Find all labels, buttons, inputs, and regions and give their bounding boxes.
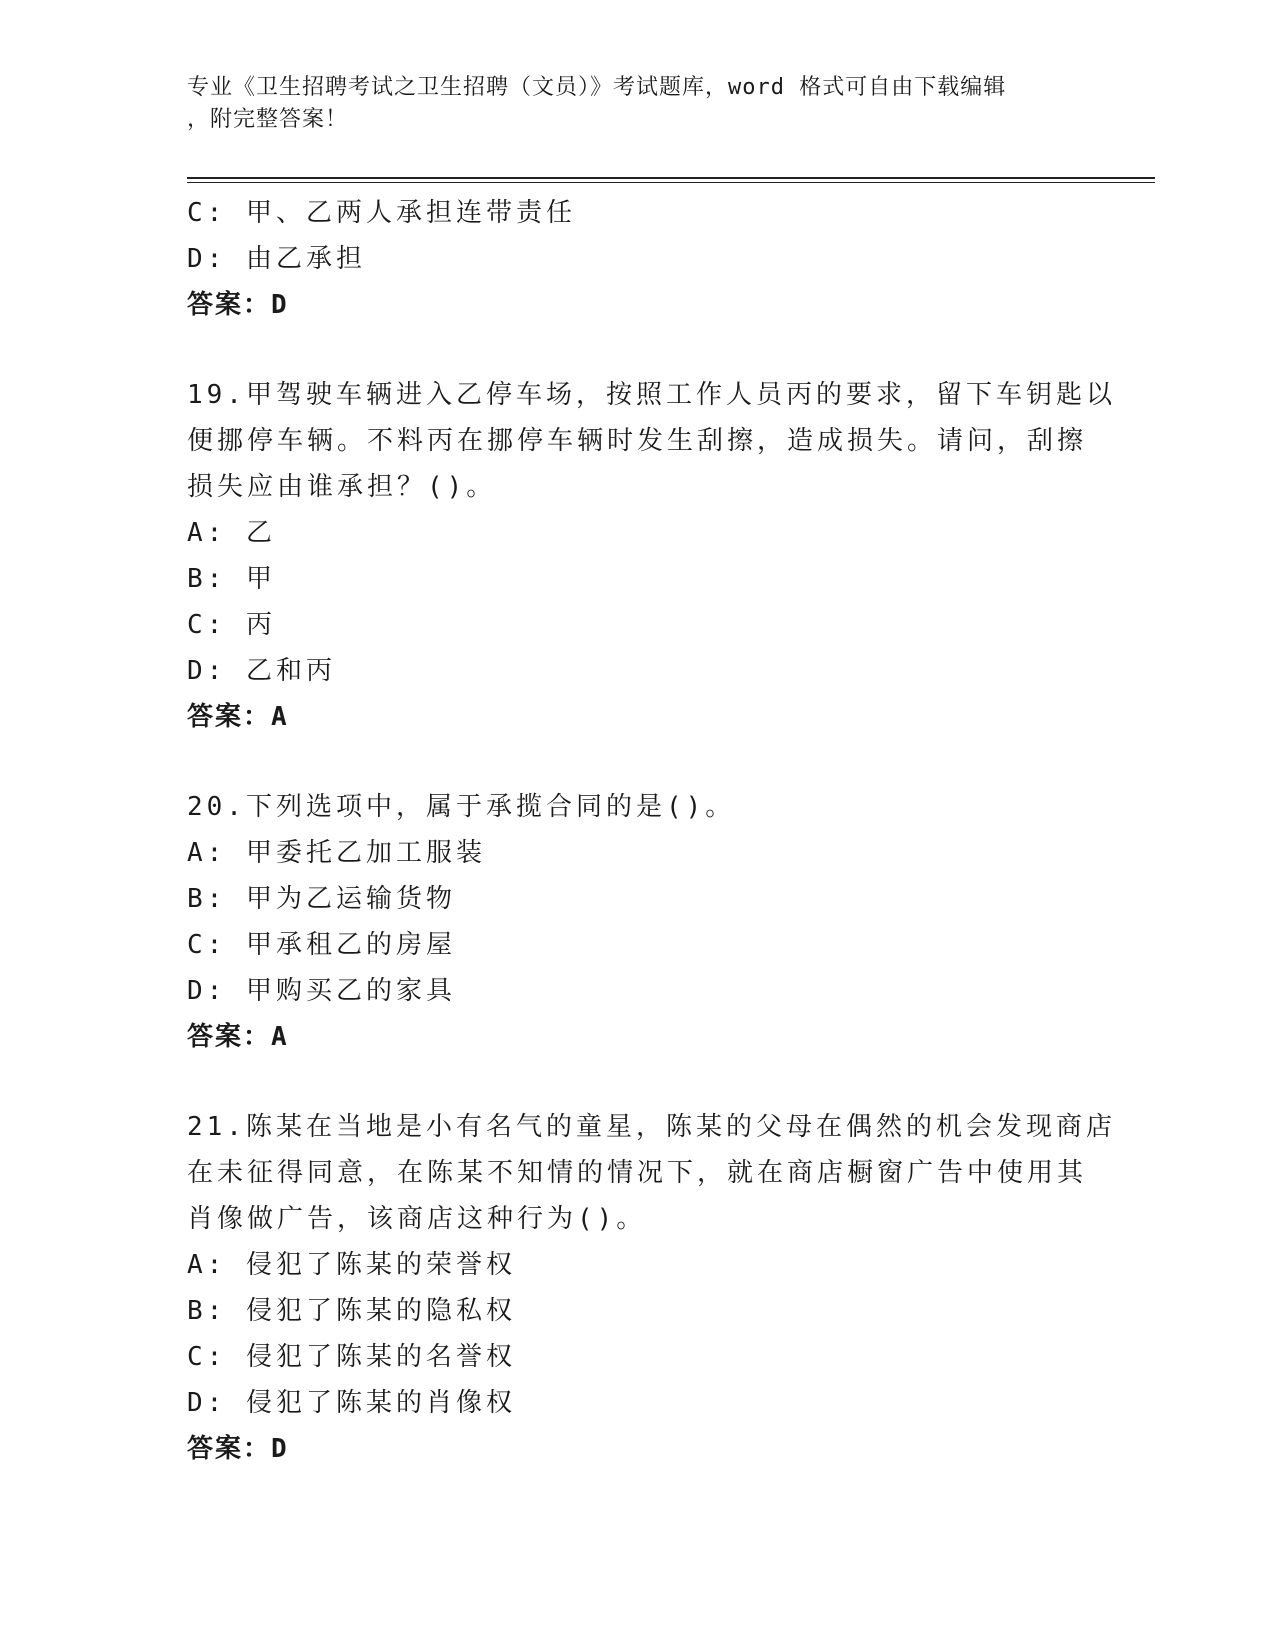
option-d xyxy=(187,236,1087,282)
option-c xyxy=(187,602,1087,648)
question-block-continued xyxy=(187,190,1087,328)
option-text: 乙和丙 xyxy=(245,656,336,686)
option-label: A: xyxy=(187,838,227,868)
option-a xyxy=(187,830,1087,876)
option-label: D: xyxy=(187,656,227,686)
option-label: C: xyxy=(187,930,227,960)
question-stem-line: 20.下列选项中，属于承揽合同的是()。 xyxy=(187,792,736,822)
spacer xyxy=(187,740,1087,784)
header-divider-thin xyxy=(187,182,1155,183)
question-list xyxy=(187,190,1116,1472)
option-text: 侵犯了陈某的肖像权 xyxy=(245,1388,516,1418)
question-stem-line: 在未征得同意，在陈某不知情的情况下，就在商店橱窗广告中使用其 xyxy=(187,1158,1088,1188)
option-label: B: xyxy=(187,884,227,914)
option-label: C: xyxy=(187,198,227,228)
answer-line: 答案：D xyxy=(187,290,289,320)
option-c xyxy=(187,1334,1087,1380)
option-text: 丙 xyxy=(245,610,276,640)
option-text: 甲承租乙的房屋 xyxy=(245,930,456,960)
option-text: 侵犯了陈某的隐私权 xyxy=(245,1296,516,1326)
header-line-2: ，附完整答案！ xyxy=(187,107,349,132)
option-text: 甲、乙两人承担连带责任 xyxy=(245,198,576,228)
option-a xyxy=(187,510,1087,556)
option-label: C: xyxy=(187,1342,227,1372)
answer-line: 答案：D xyxy=(187,1434,289,1464)
option-text: 甲委托乙加工服装 xyxy=(245,838,486,868)
question-stem-line: 便挪停车辆。不料丙在挪停车辆时发生刮擦，造成损失。请问，刮擦 xyxy=(187,426,1088,456)
spacer xyxy=(187,1060,1087,1104)
document-header xyxy=(187,72,1077,136)
answer-line: 答案：A xyxy=(187,702,289,732)
option-text: 甲 xyxy=(245,564,276,594)
option-b xyxy=(187,556,1087,602)
option-label: D: xyxy=(187,1388,227,1418)
option-label: D: xyxy=(187,976,227,1006)
option-c xyxy=(187,190,1087,236)
option-label: B: xyxy=(187,564,227,594)
answer-line: 答案：A xyxy=(187,1022,289,1052)
option-text: 侵犯了陈某的名誉权 xyxy=(245,1342,516,1372)
option-b xyxy=(187,1288,1087,1334)
question-stem-line: 19.甲驾驶车辆进入乙停车场，按照工作人员丙的要求，留下车钥匙以 xyxy=(187,380,1116,410)
option-label: A: xyxy=(187,1250,227,1280)
spacer xyxy=(187,328,1087,372)
question-stem-line: 肖像做广告，该商店这种行为()。 xyxy=(187,1204,647,1234)
option-a xyxy=(187,1242,1087,1288)
header-divider-thick xyxy=(187,177,1155,179)
option-d xyxy=(187,968,1087,1014)
question-block-20 xyxy=(187,784,1087,1060)
option-text: 甲购买乙的家具 xyxy=(245,976,456,1006)
option-label: C: xyxy=(187,610,227,640)
question-stem-line: 21.陈某在当地是小有名气的童星，陈某的父母在偶然的机会发现商店 xyxy=(187,1112,1116,1142)
option-d xyxy=(187,1380,1087,1426)
option-b xyxy=(187,876,1087,922)
option-text: 由乙承担 xyxy=(245,244,366,274)
option-label: A: xyxy=(187,518,227,548)
option-label: B: xyxy=(187,1296,227,1326)
question-stem-line: 损失应由谁承担？()。 xyxy=(187,472,497,502)
question-block-19 xyxy=(187,372,1116,740)
option-d xyxy=(187,648,1087,694)
option-c xyxy=(187,922,1087,968)
option-label: D: xyxy=(187,244,227,274)
header-line-1: 专业《卫生招聘考试之卫生招聘（文员）》考试题库，word 格式可自由下载编辑 xyxy=(187,75,1007,100)
option-text: 甲为乙运输货物 xyxy=(245,884,456,914)
option-text: 侵犯了陈某的荣誉权 xyxy=(245,1250,516,1280)
question-block-21 xyxy=(187,1104,1116,1472)
option-text: 乙 xyxy=(245,518,276,548)
